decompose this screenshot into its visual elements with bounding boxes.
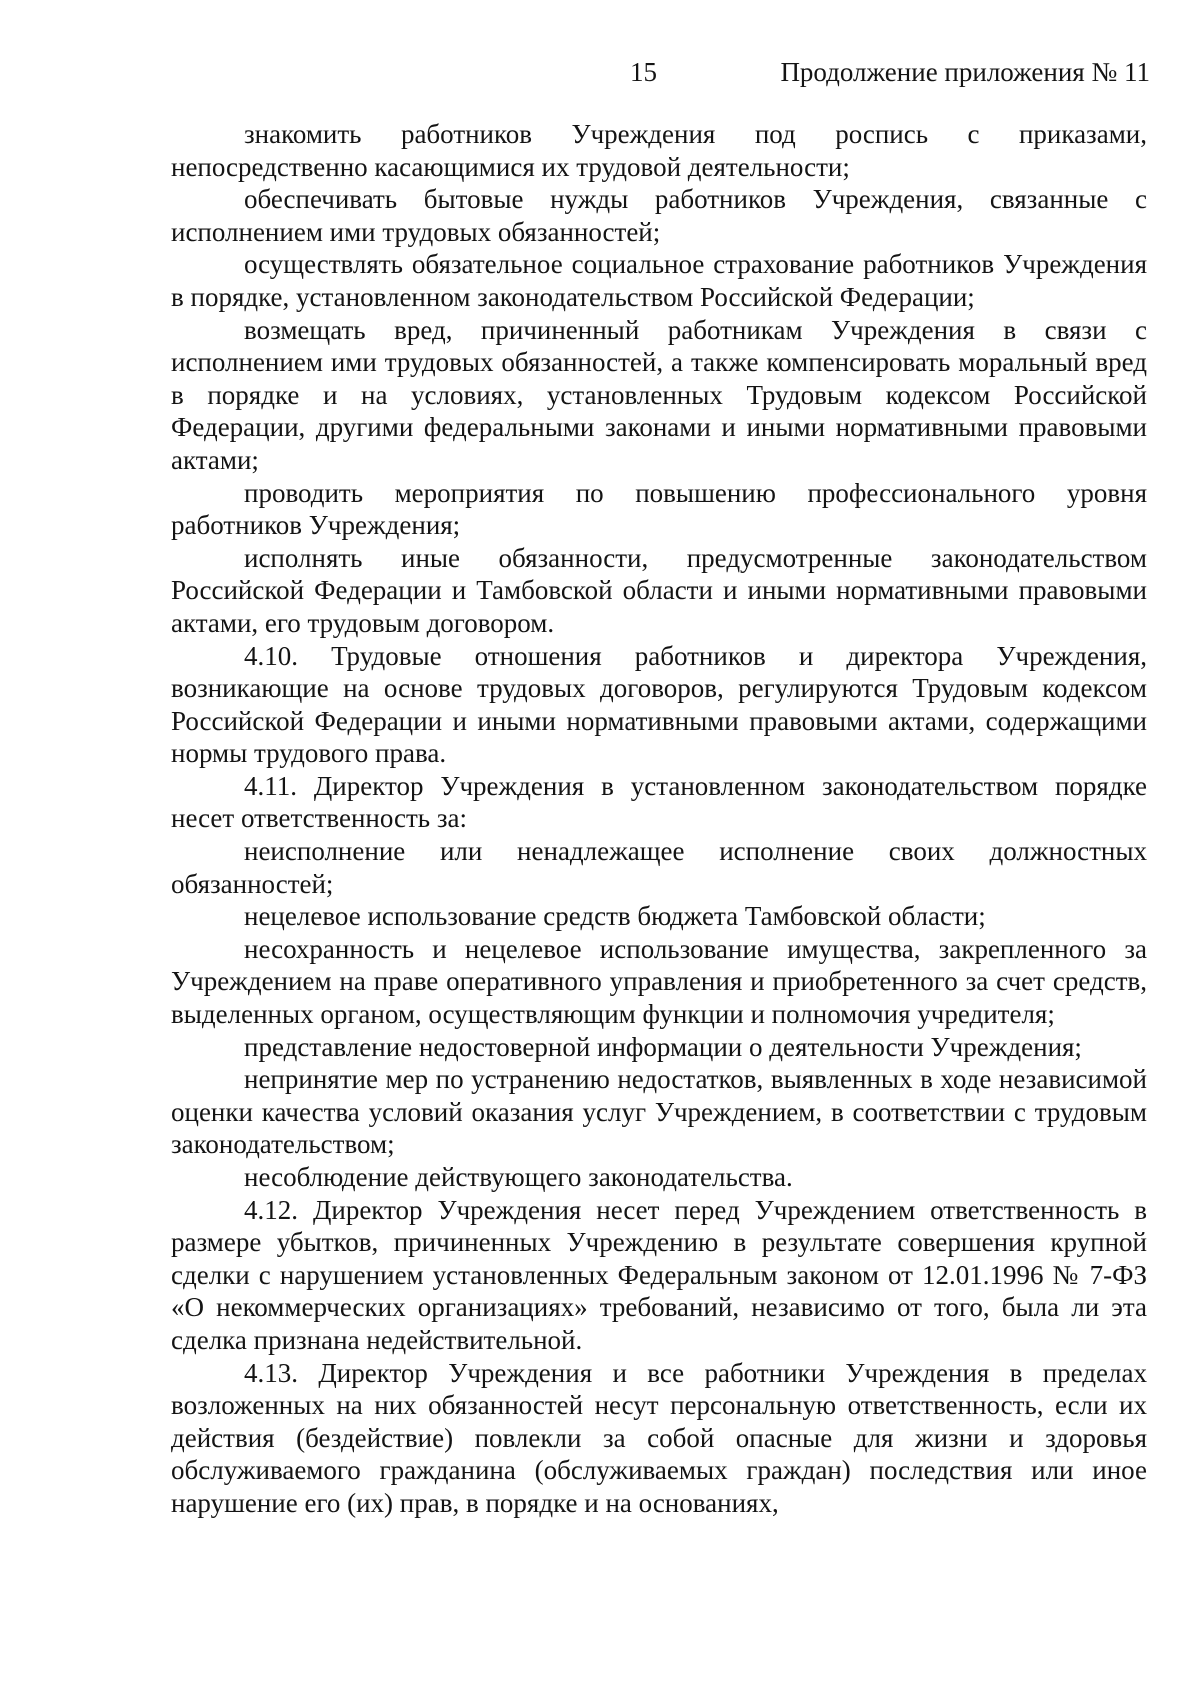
paragraph: 4.13. Директор Учреждения и все работники Учреждения в пределах возложенных на них обязанностей несут персональную ответственность, если их действия (бездействие) повлекли за собой опасные для жизни и здоровья обслуживаемого гражданина (обслуживаемых граждан) последствия или иное нарушение его (их) прав, в порядке и на основаниях, — [171, 1357, 1147, 1518]
paragraph: 4.10. Трудовые отношения работников и директора Учреждения, возникающие на основе трудовых договоров, регулируются Трудовым кодексом Российской Федерации и иными нормативными правовыми актами, содержащими нормы трудового права. — [171, 640, 1147, 769]
paragraph: осуществлять обязательное социальное страхование работников Учреждения в порядке, установленном законодательством Российской Федерации; — [171, 249, 1147, 312]
paragraph: несоблюдение действующего законодательства. — [244, 1162, 793, 1192]
appendix-note: Продолжение приложения № 11 — [780, 57, 1150, 87]
paragraph: непринятие мер по устранению недостатков, выявленных в ходе независимой оценки качества условий оказания услуг Учреждением, в соответствии с трудовым законодательством; — [171, 1064, 1147, 1160]
paragraph: представление недостоверной информации о деятельности Учреждения; — [244, 1031, 1082, 1062]
paragraph: неисполнение или ненадлежащее исполнение своих должностных обязанностей; — [171, 836, 1147, 899]
paragraph: проводить мероприятия по повышению профессионального уровня работников Учреждения; — [171, 477, 1147, 541]
paragraph: 4.12. Директор Учреждения несет перед Учреждением ответственность в размере убытков, причиненных Учреждению в результате совершения крупной сделки с нарушением установленных Федеральным законом от 12.01.1996 № 7-ФЗ «О некоммерческих организациях» требований, независимо от того, была ли эта сделка признана недействительной. — [171, 1194, 1147, 1355]
document-body — [171, 118, 1147, 1520]
paragraph: возмещать вред, причиненный работникам Учреждения в связи с исполнением ими трудовых обязанностей, а также компенсировать моральный вред в порядке и на условиях, установленных Трудовым кодексом Российской Федерации, другими федеральными законами и иными нормативными правовыми актами; — [171, 314, 1147, 475]
paragraph: знакомить работников Учреждения под роспись с приказами, непосредственно касающимися их трудовой деятельности; — [171, 119, 1147, 182]
paragraph: исполнять иные обязанности, предусмотренные законодательством Российской Федерации и Тамбовской области и иными нормативными правовыми актами, его трудовым договором. — [171, 542, 1147, 638]
page-header — [0, 52, 1200, 92]
paragraph: нецелевое использование средств бюджета Тамбовской области; — [244, 901, 986, 932]
paragraph: несохранность и нецелевое использование имущества, закрепленного за Учреждением на праве оперативного управления и приобретенного за счет средств, выделенных органом, осуществляющим функции и полномочия учредителя; — [171, 933, 1147, 1030]
page-number: 15 — [630, 57, 657, 87]
paragraph: обеспечивать бытовые нужды работников Учреждения, связанные с исполнением ими трудовых обязанностей; — [171, 184, 1147, 247]
paragraph: 4.11. Директор Учреждения в установленном законодательством порядке несет ответственность за: — [171, 770, 1147, 834]
